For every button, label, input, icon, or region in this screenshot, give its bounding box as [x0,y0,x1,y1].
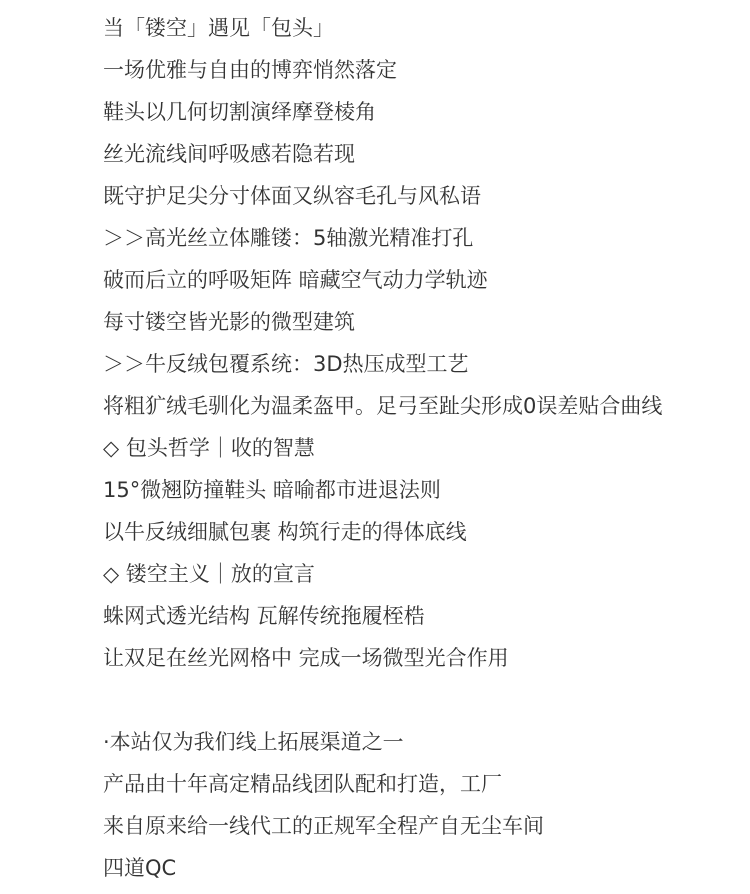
description-line: 15°微翘防撞鞋头 暗喻都市进退法则 [103,478,441,502]
description-line: 当「镂空」遇见「包头」 [103,16,334,40]
description-line: 一场优雅与自由的博弈悄然落定 [103,58,397,82]
description-line: 每寸镂空皆光影的微型建筑 [103,310,355,334]
description-line: 以牛反绒细腻包裹 构筑行走的得体底线 [103,520,467,544]
description-line: 将粗犷绒毛驯化为温柔盔甲。足弓至趾尖形成0误差贴合曲线 [103,394,663,418]
section-heading-hollow-carving: ＞＞高光丝立体雕镂：5轴激光精准打孔 [103,226,474,250]
description-line: 丝光流线间呼吸感若隐若现 [103,142,355,166]
store-note-line: ·本站仅为我们线上拓展渠道之一 [103,730,404,754]
store-note-line: 产品由十年高定精品线团队配和打造，工厂 [103,772,502,796]
description-line: 蛛网式透光结构 瓦解传统拖履桎梏 [103,604,425,628]
store-note-line: 四道QC [103,856,177,880]
description-line: 破而后立的呼吸矩阵 暗藏空气动力学轨迹 [103,268,488,292]
product-description [103,7,743,889]
section-heading-suede-wrap: ＞＞牛反绒包覆系统：3D热压成型工艺 [103,352,469,376]
description-line: 让双足在丝光网格中 完成一场微型光合作用 [103,646,509,670]
section-heading-toe-cap: ◇ 包头哲学｜收的智慧 [103,436,315,460]
description-line: 鞋头以几何切割演绎摩登棱角 [103,100,376,124]
store-note-line: 来自原来给一线代工的正规军全程产自无尘车间 [103,814,544,838]
section-heading-hollow: ◇ 镂空主义｜放的宣言 [103,562,315,586]
description-line: 既守护足尖分寸体面又纵容毛孔与风私语 [103,184,481,208]
spacer [103,679,743,721]
